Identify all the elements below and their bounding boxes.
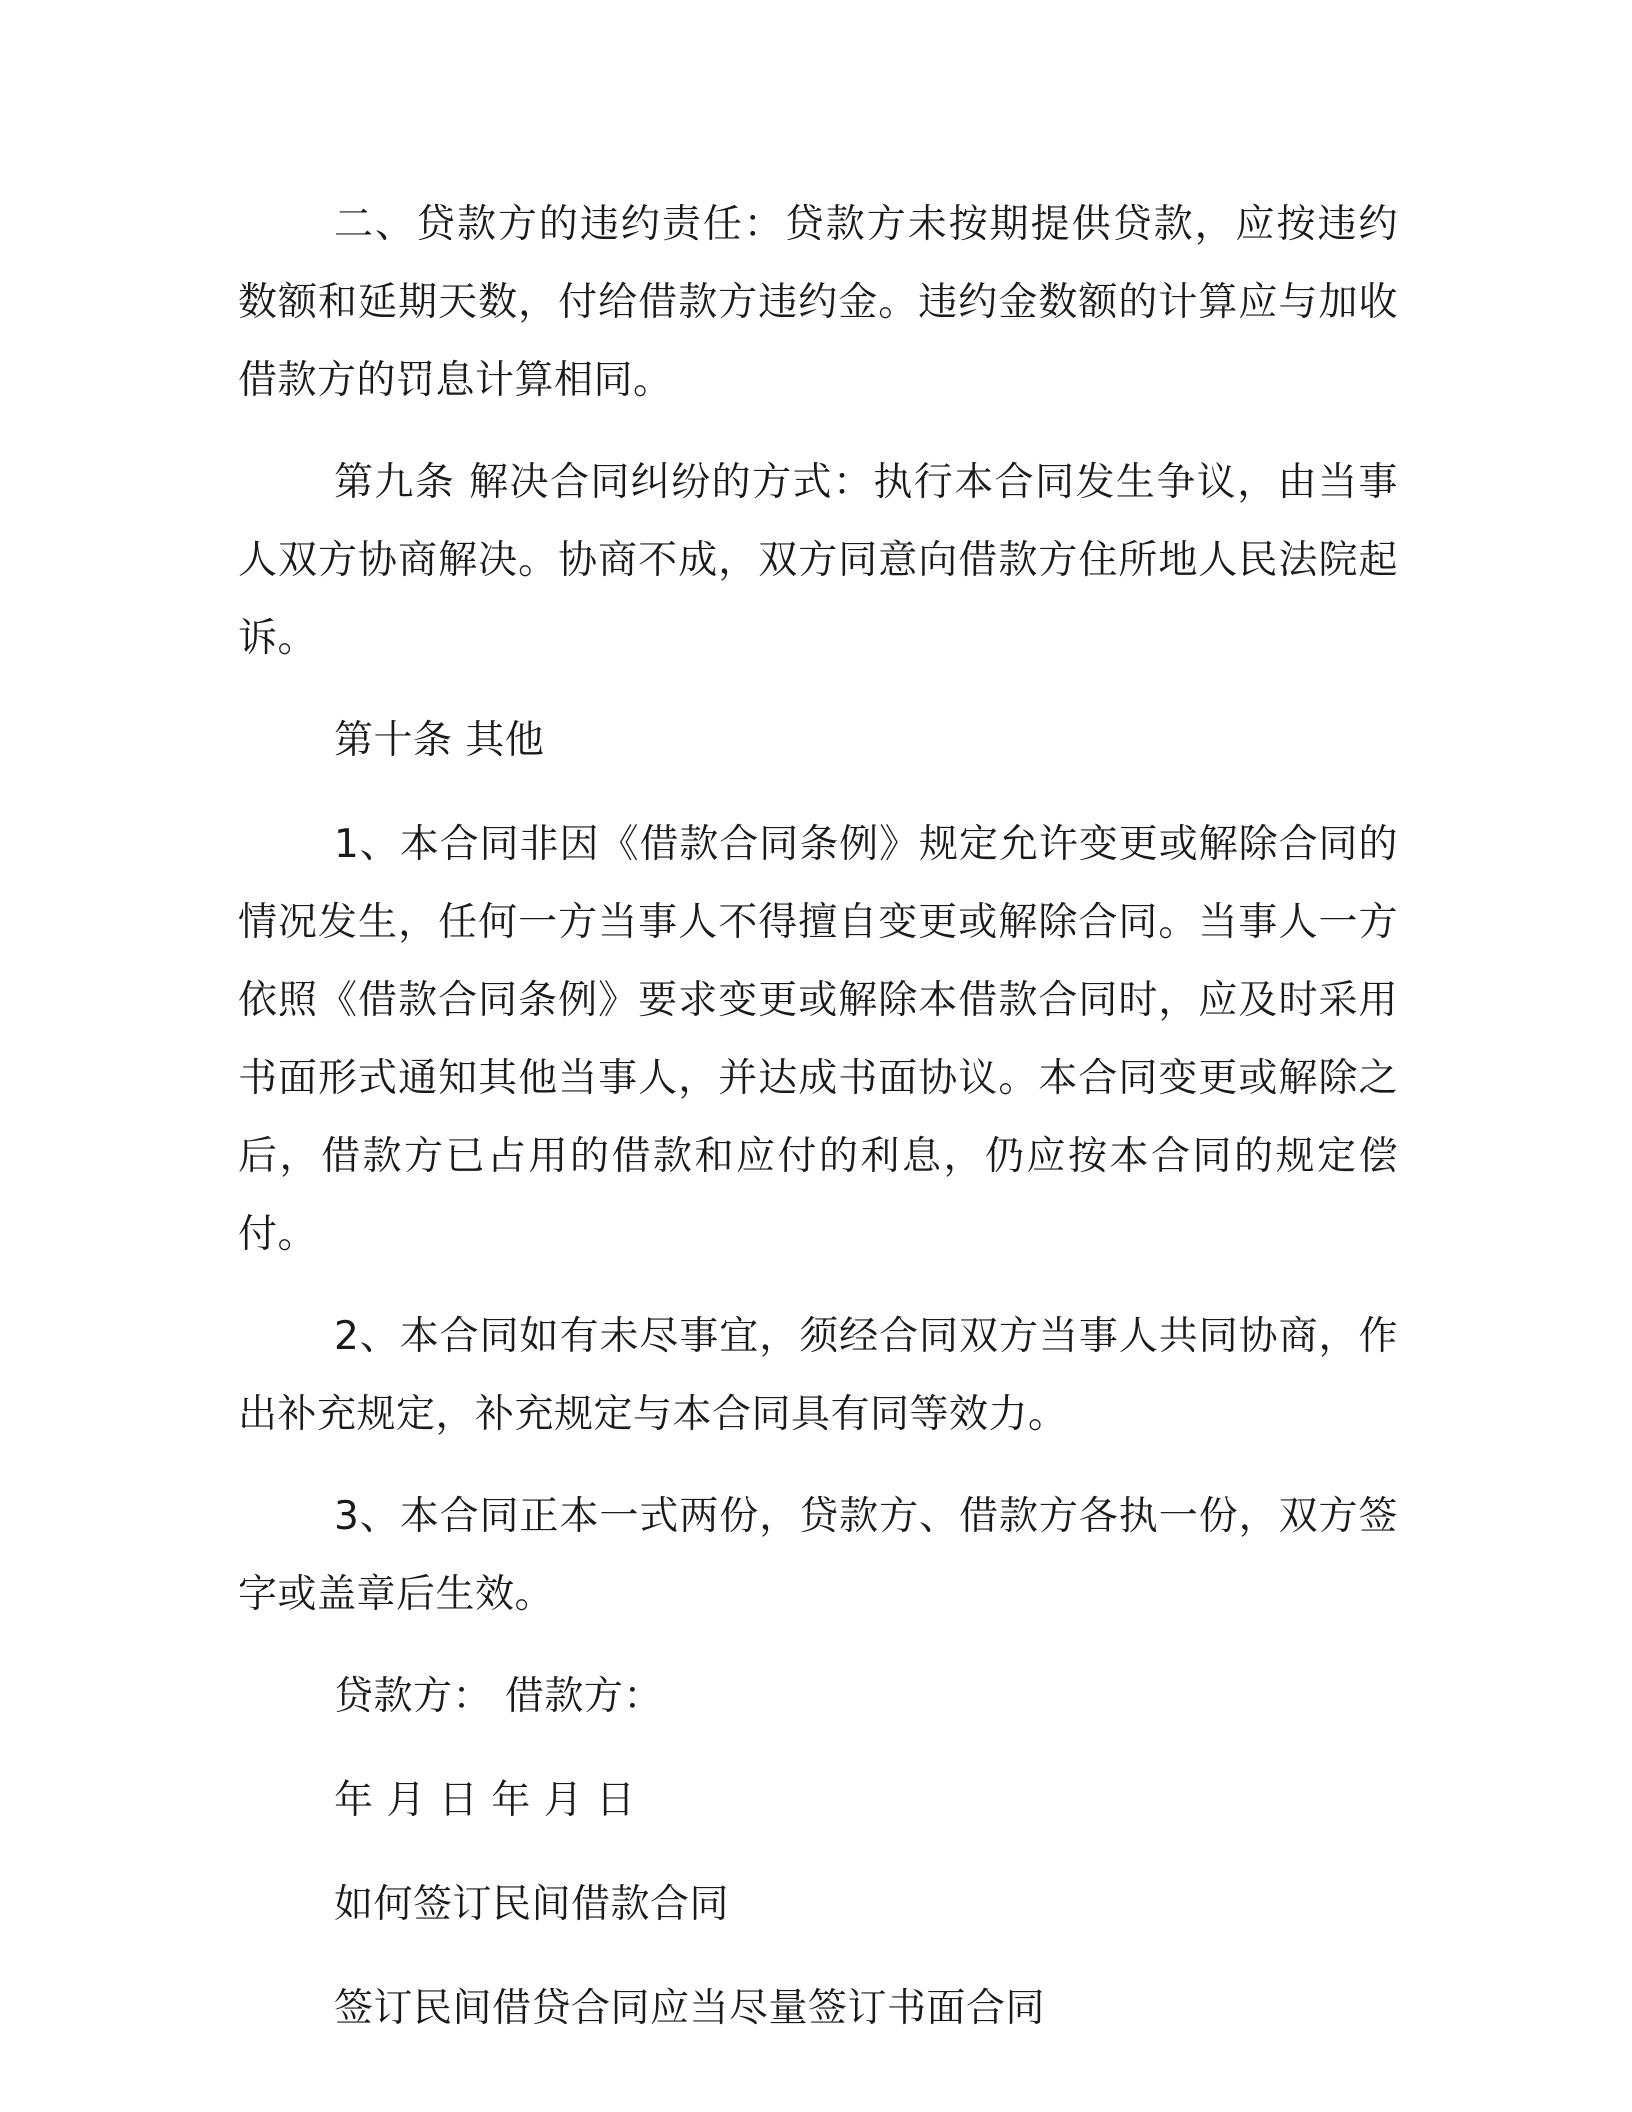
clause-lender-liability: 二、贷款方的违约责任：贷款方未按期提供贷款，应按违约数额和延期天数，付给借款方违约金。违约金数额的计算应与加收借款方的罚息计算相同。 [238, 202, 1398, 403]
article-10-item-3: 3、本合同正本一式两份，贷款方、借款方各执一份，双方签字或盖章后生效。 [238, 1494, 1398, 1617]
article-9-dispute-resolution: 第九条 解决合同纠纷的方式：执行本合同发生争议，由当事人双方协商解决。协商不成，双方同意向借款方住所地人民法院起诉。 [238, 460, 1398, 661]
document-body [238, 186, 1398, 2074]
signature-parties: 贷款方： 借款方： [334, 1674, 663, 1719]
article-10-item-1: 1、本合同非因《借款合同条例》规定允许变更或解除合同的情况发生，任何一方当事人不得擅自变更或解除合同。当事人一方依照《借款合同条例》要求变更或解除本借款合同时，应及时采用书面形式通知其他当事人，并达成书面协议。本合同变更或解除之后，借款方已占用的借款和应付的利息，仍应按本合同的规定偿付。 [238, 822, 1398, 1257]
article-10-item-2: 2、本合同如有未尽事宜，须经合同双方当事人共同协商，作出补充规定，补充规定与本合同具有同等效力。 [238, 1314, 1398, 1437]
article-10-heading: 第十条 其他 [334, 718, 545, 763]
section-statement-written-contract: 签订民间借贷合同应当尽量签订书面合同 [334, 1986, 1046, 2031]
signature-dates: 年 月 日 年 月 日 [334, 1778, 636, 1823]
section-heading-how-to-sign: 如何签订民间借款合同 [334, 1882, 730, 1927]
